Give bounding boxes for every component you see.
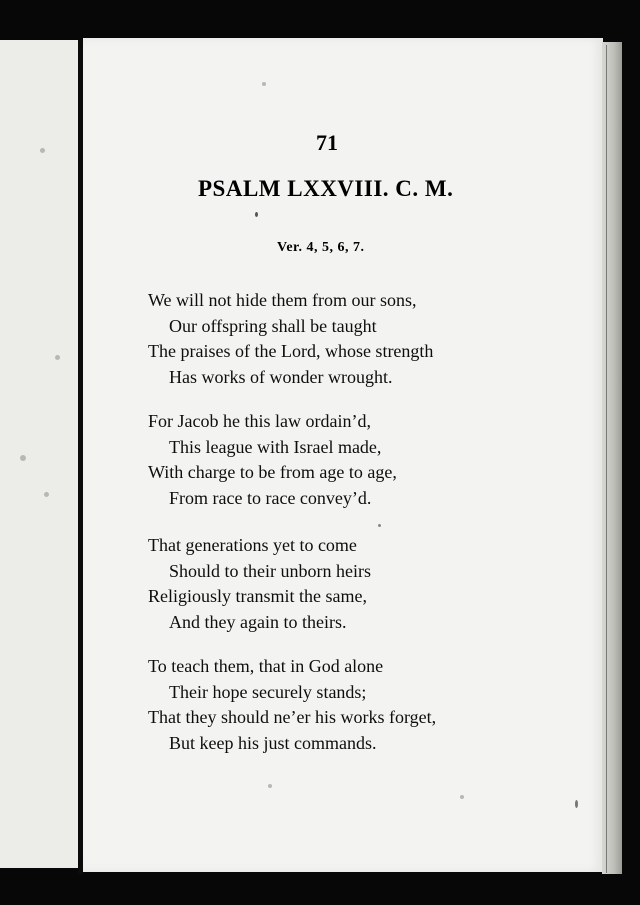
stanza — [148, 533, 518, 635]
paper-speck — [55, 355, 60, 360]
paper-speck — [20, 455, 26, 461]
stanza-line: We will not hide them from our sons, — [148, 290, 417, 310]
paper-speck — [268, 784, 272, 788]
paper-speck — [262, 82, 266, 86]
stanza-line: For Jacob he this law ordain’d, — [148, 411, 371, 431]
stanza-line: Should to their unborn heirs — [169, 560, 371, 581]
paper-speck — [255, 212, 258, 217]
stanza — [148, 288, 518, 390]
stanza-line: From race to race convey’d. — [169, 487, 372, 508]
stanza-line: That they should ne’er his works forget, — [148, 707, 437, 727]
stanza-line: Religiously transmit the same, — [148, 586, 367, 606]
psalm-title: PSALM LXXVIII. C. M. — [198, 176, 454, 201]
stanza — [148, 409, 518, 511]
paper-speck — [378, 524, 381, 527]
page-stack-line — [606, 45, 607, 873]
stanza-line: To teach them, that in God alone — [148, 656, 384, 676]
stanza-line: Has works of wonder wrought. — [169, 366, 393, 387]
stanza-line: With charge to be from age to age, — [148, 462, 397, 482]
verse-reference: Ver. 4, 5, 6, 7. — [277, 240, 365, 255]
stanza-line: This league with Israel made, — [169, 436, 382, 457]
stanza — [148, 654, 518, 756]
stanza-line: But keep his just commands. — [169, 732, 377, 753]
stanza-line: The praises of the Lord, whose strength — [148, 341, 434, 361]
stanza-line: Their hope securely stands; — [169, 681, 367, 702]
paper-speck — [40, 148, 45, 153]
paper-speck — [44, 492, 49, 497]
page-number: 71 — [316, 130, 338, 155]
paper-speck — [460, 795, 464, 799]
left-page-edge — [0, 40, 84, 868]
right-page-stack — [602, 42, 622, 874]
stanza-line: And they again to theirs. — [169, 611, 347, 632]
paper-speck — [575, 800, 578, 808]
stanza-line: Our offspring shall be taught — [169, 315, 377, 336]
stanza-line: That generations yet to come — [148, 535, 357, 555]
